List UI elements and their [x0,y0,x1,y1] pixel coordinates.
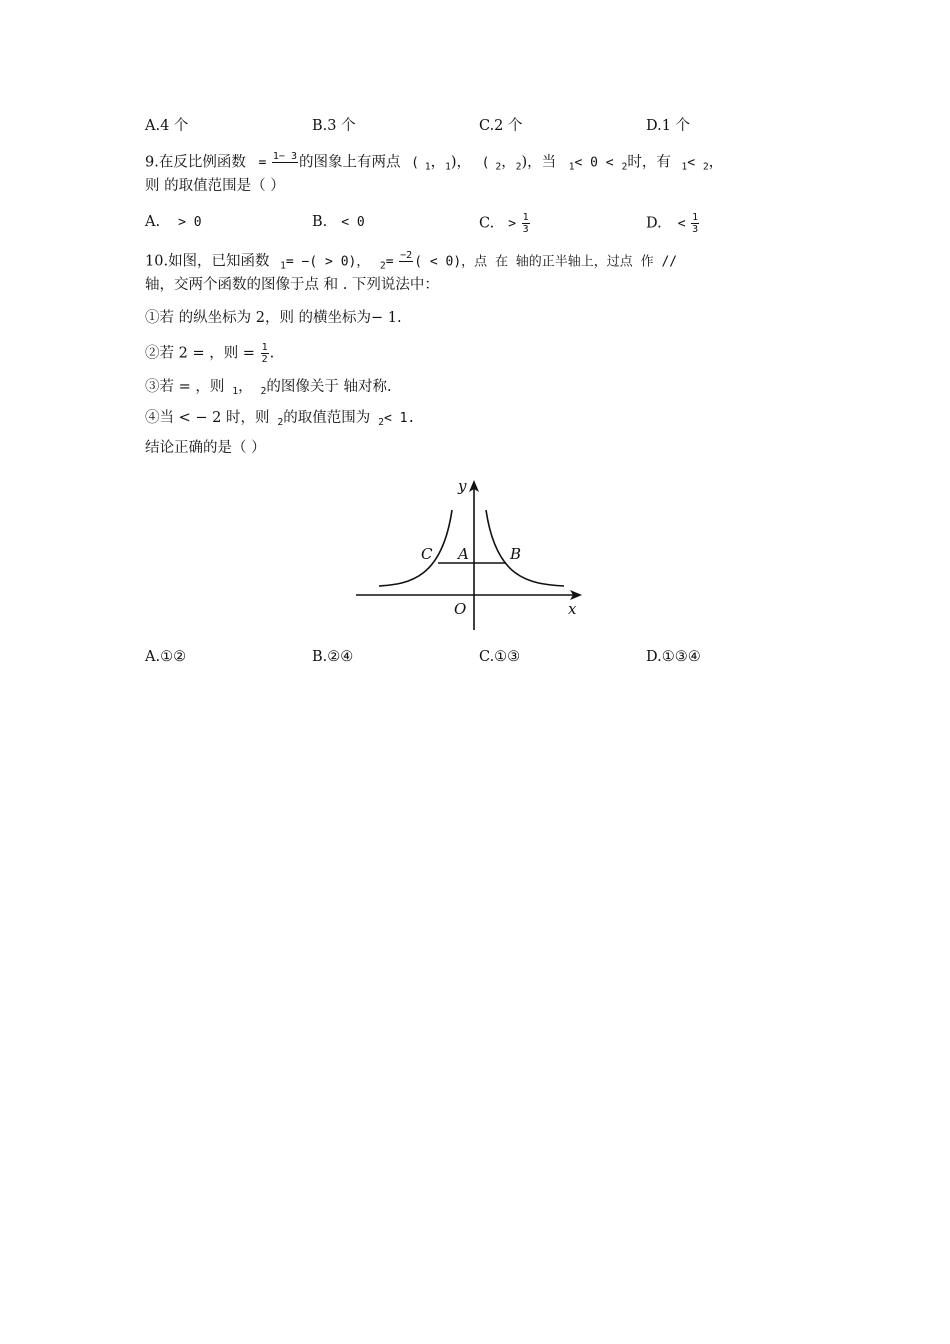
q9-option-d-expr: < [677,216,686,232]
left-hyperbola [379,510,452,586]
q10-statement-3 [145,377,392,402]
q10-figure [350,474,590,634]
q10-s2-frac [261,342,269,365]
q9-option-d [646,212,700,235]
q9-option-c-num: 1 [522,212,529,223]
q9-option-a-label: A. [145,214,161,230]
q10-s2-post: . [269,345,275,362]
q9-after-frac: 的图象上有两点 [298,154,401,171]
q10-f1-sub: 1 [280,260,286,272]
label-x: x [568,600,577,618]
q9-option-d-label: D. [646,215,662,232]
q9-option-c-den: 3 [522,224,529,235]
q9-option-d-num: 1 [692,212,699,223]
q9-p2-close: )，当 [521,154,557,171]
q9-stem-line2: 则 的取值范围是（ ） [145,178,285,194]
label-y: y [458,477,467,495]
q9-option-a [145,212,202,233]
q10-s4-sub: 2 [277,417,284,428]
q9-p1-sub-a: 1 [424,161,431,173]
q10-f2-den [399,262,413,273]
q9-cond2-after: ， [708,154,724,171]
q10-f2-num: −2 [400,250,413,261]
q10-statement-2 [145,342,274,365]
q10-s4-post: < 1. [383,411,416,426]
label-a: A [458,545,469,563]
q9-stem-line1 [145,151,723,178]
q10-statement-4 [145,408,415,433]
q9-option-c-frac [522,212,530,235]
q10-s3-sub2: 2 [260,386,267,397]
label-b: B [510,545,522,563]
q10-f2-eq: = [385,254,394,270]
q10-s3-sub1: 1 [232,386,239,397]
q9-p1-close: )， [450,154,472,171]
q9-p2-sub-a: 2 [495,161,502,173]
q9-frac-num: 1− 3 [272,151,297,162]
q9-option-d-den: 3 [692,224,699,235]
q9-p1-open: ( [411,155,419,171]
q9-number: 9. [145,154,159,171]
q10-s4-pre: ④当 < − 2 时，则 [145,410,270,426]
q9-option-b-label: B. [312,214,328,230]
q9-cond2-sub2: 2 [703,161,709,173]
q9-option-b [312,212,365,233]
q9-p1-comma: ， [430,154,446,171]
q10-f2-frac [399,250,413,273]
q10-option-d: D.①③④ [646,649,701,665]
q8-option-c: C.2 个 [479,118,523,134]
q9-p2-sub-b: 2 [515,161,522,173]
q9-option-a-expr: > 0 [178,215,202,230]
q10-s4-mid: 的取值范围为 [283,410,371,426]
q10-option-c: C.①③ [479,649,521,665]
q10-option-b: B.②④ [312,649,354,665]
q10-s3-mid: ， [238,379,253,395]
q10-s2-num: 1 [261,342,268,353]
q10-stem-line2: 轴，交两个函数的图像于点 和 . 下列说法中： [145,277,439,293]
q9-option-c-label: C. [479,215,495,232]
q9-p1-sub-b: 1 [445,161,451,173]
right-hyperbola [486,510,564,586]
q9-cond-after: 时，有 [627,154,671,171]
q9-prefix: 在反比例函数 [158,154,246,171]
q9-cond-sub1: 1 [568,161,575,173]
q9-option-b-expr: < 0 [341,215,365,230]
q9-frac-den [272,163,298,174]
q10-s3-post: 的图像关于 轴对称. [266,379,392,395]
q9-p2-comma: ， [501,154,516,171]
q9-fraction [272,151,298,174]
label-o: O [454,600,467,618]
q9-p2-open: ( [481,155,490,171]
label-c: C [421,545,433,563]
q8-option-d: D.1 个 [646,118,691,134]
q10-s3-pre: ③若 = ，则 [145,379,225,395]
q10-s2-den: 2 [261,354,268,365]
q10-prefix: 如图，已知函数 [168,253,270,270]
q9-eq: = [258,155,267,171]
q10-s4-sub2: 2 [378,417,384,428]
q10-f1-expr: = −( > 0)， [285,254,370,270]
q10-f2-after: ( < 0)，点 在 轴的正半轴上，过点 作 // [414,254,678,270]
q10-f2-sub: 2 [379,260,386,272]
q9-option-d-frac [691,212,699,235]
q9-option-c [479,212,531,235]
q9-cond-mid: < 0 < [574,155,614,171]
q10-s2-pre: ②若 2 = ，则 = [145,345,255,362]
q10-stem-line1 [145,250,677,277]
q9-cond-sub2: 2 [621,161,628,173]
q9-option-c-expr: > [508,216,517,232]
q10-conclusion: 结论正确的是（ ） [145,440,266,456]
q8-option-b: B.3 个 [312,118,356,134]
q10-option-a: A.①② [145,649,187,665]
q9-cond2-sub1: 1 [681,161,688,173]
q9-cond2-lt: < [687,155,696,171]
q10-statement-1: ①若 的纵坐标为 2，则 的横坐标为− 1. [145,310,402,326]
q10-number: 10. [145,253,169,270]
q8-option-a: A.4 个 [145,118,189,134]
